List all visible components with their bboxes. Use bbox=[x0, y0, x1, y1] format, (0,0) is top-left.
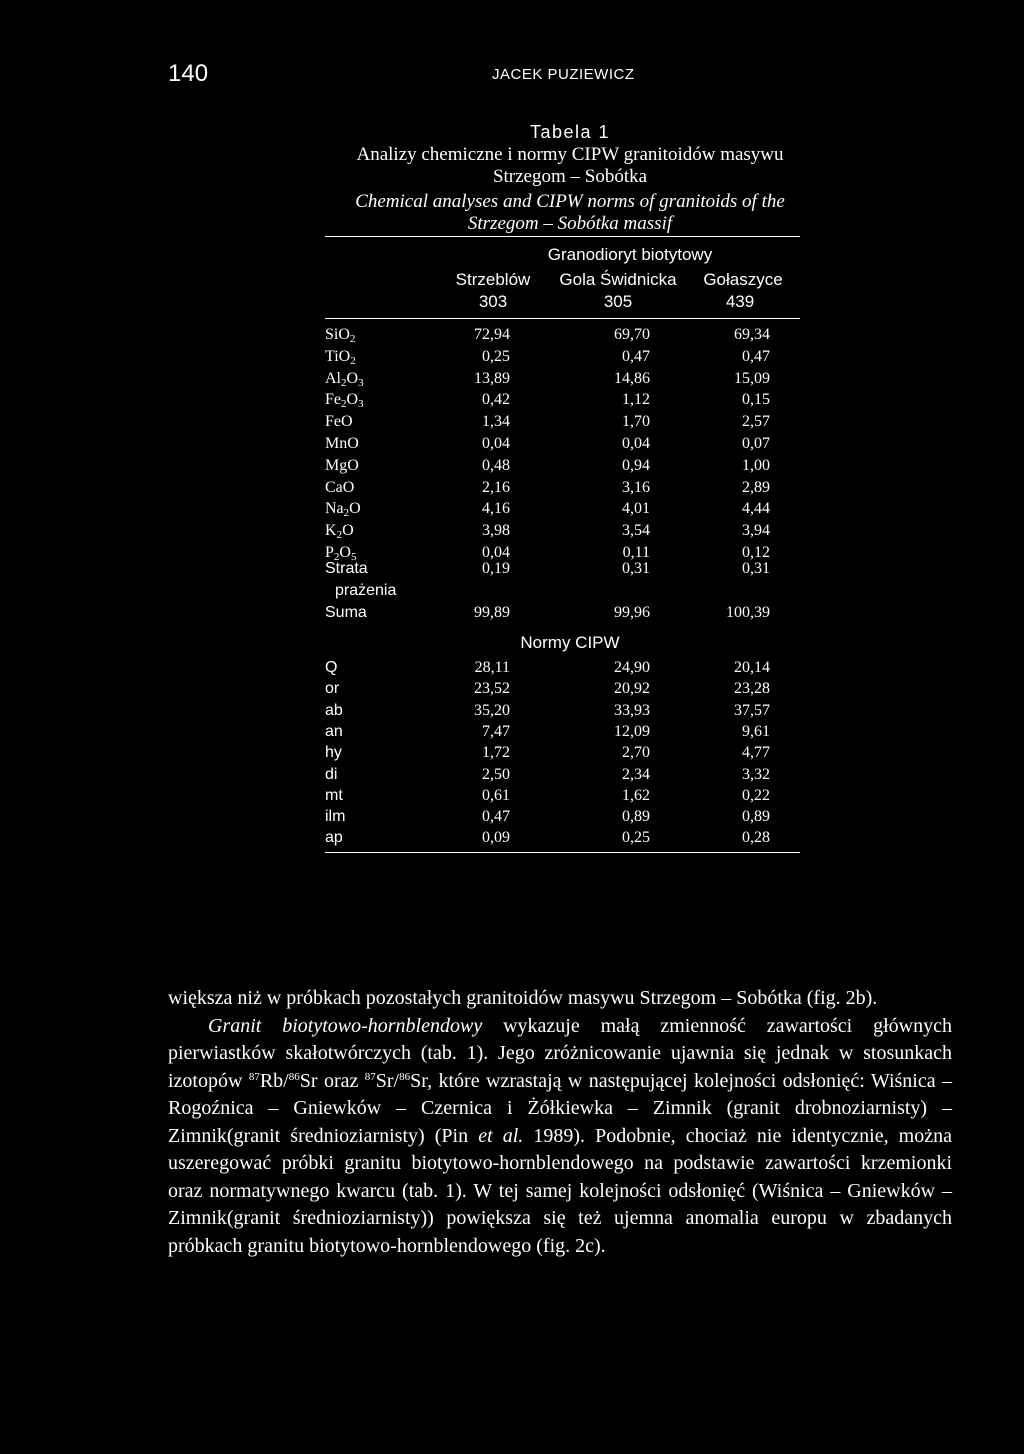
oxide-label-sub: 2 bbox=[350, 354, 356, 367]
norm-value-1: 1,72 bbox=[482, 744, 510, 762]
norm-label: ilm bbox=[325, 808, 346, 826]
oxide-label bbox=[325, 370, 364, 388]
iso-el-2: Sr oraz bbox=[299, 1069, 365, 1092]
norm-label: Q bbox=[325, 659, 338, 676]
oxide-label-after: O bbox=[342, 522, 354, 540]
oxide-value-2: 1,70 bbox=[622, 413, 650, 431]
granite-name: Granit biotytowo-hornblendowy bbox=[208, 1014, 483, 1037]
table-bottom-rule bbox=[325, 852, 800, 853]
paragraph-1: większa niż w próbkach pozostałych granitoidów masywu Strzegom – Sobótka (fig. 2b). bbox=[168, 987, 878, 1009]
oxide-label-sub: 2 bbox=[341, 398, 347, 411]
oxide-value-3: 4,44 bbox=[742, 500, 770, 518]
oxide-label-sub: 2 bbox=[349, 333, 356, 345]
col-sample-3: 439 bbox=[725, 292, 755, 311]
col-header-3: Gołaszyce bbox=[703, 270, 783, 289]
oxide-label-after: O bbox=[346, 391, 359, 409]
oxide-label-after: O bbox=[349, 500, 361, 518]
suma-value-2: 99,96 bbox=[614, 604, 650, 621]
et-al: et al. bbox=[478, 1124, 524, 1147]
body-text bbox=[168, 985, 952, 1260]
oxide-label-base: MgO bbox=[325, 456, 359, 474]
oxide-value-2: 0,47 bbox=[622, 347, 650, 365]
p2-part-c: 1989). Podobnie, chociaż nie identycznie, można uszeregować próbki granitu biotytowo-hornblendowego na podstawie zawartości krzemionki oraz normatywnego kwarcu (tab. 1). W tej samej kolejności odsłonięć (Wiśnica – Gniewków – Zimnik(granit średnioziarnisty)) powiększa się też ujemna anomalia europu w zbadanych próbkach granitu biotytowo-hornblendowego (fig. 2c). bbox=[168, 1124, 952, 1257]
norm-value-3: 0,22 bbox=[742, 786, 770, 804]
oxide-value-2: 3,54 bbox=[622, 522, 650, 540]
group-header: Granodioryt biotytowy bbox=[547, 245, 713, 264]
oxide-value-2: 1,12 bbox=[622, 391, 650, 409]
norms-header: Normy CIPW bbox=[520, 633, 620, 652]
oxide-label-sub: 2 bbox=[333, 551, 340, 563]
oxide-label-sub: 2 bbox=[336, 529, 343, 542]
oxide-value-2: 0,11 bbox=[622, 544, 650, 561]
oxide-label bbox=[325, 435, 359, 453]
norm-value-1: 0,09 bbox=[482, 829, 510, 847]
oxide-value-2: 69,70 bbox=[614, 326, 650, 343]
oxide-value-1: 3,98 bbox=[482, 522, 510, 540]
oxide-value-3: 1,00 bbox=[742, 456, 770, 474]
row-label-strata: Strata bbox=[325, 560, 368, 577]
norm-value-3: 20,14 bbox=[734, 659, 770, 676]
oxide-label-base: P bbox=[325, 544, 334, 561]
oxide-label-sub2: 3 bbox=[358, 398, 364, 411]
col-sample-1: 303 bbox=[478, 292, 508, 311]
norm-value-3: 0,28 bbox=[742, 829, 770, 847]
iso-el-3: Sr/ bbox=[375, 1069, 400, 1092]
col-header-1: Strzeblów bbox=[455, 270, 531, 289]
oxide-value-3: 2,89 bbox=[742, 478, 770, 496]
norm-label: mt bbox=[325, 786, 343, 804]
oxide-label-base: Na bbox=[325, 500, 344, 518]
oxide-value-3: 0,12 bbox=[742, 544, 770, 561]
strata-value-1: 0,19 bbox=[482, 560, 510, 577]
oxide-label bbox=[325, 500, 361, 518]
norm-value-2: 1,62 bbox=[622, 786, 650, 804]
norm-value-2: 0,25 bbox=[622, 829, 650, 847]
norm-value-3: 3,32 bbox=[742, 765, 770, 783]
col-sample-2: 305 bbox=[603, 292, 633, 311]
oxide-value-1: 13,89 bbox=[474, 369, 510, 387]
norm-value-1: 7,47 bbox=[482, 722, 510, 740]
table-header-rule bbox=[325, 318, 800, 319]
running-head: JACEK PUZIEWICZ bbox=[492, 66, 635, 83]
oxide-label-after: O bbox=[346, 369, 359, 387]
p2-part-b: , które wzrastają w następującej kolejności odsłonięć: Wiśnica – Rogoźnica – Gniewków – Czernica i Żółkiewka – Zimnik (granit drobnoziarnisty) – Zimnik(granit średnioziarnisty) (Pin bbox=[168, 1069, 952, 1147]
table-top-rule bbox=[325, 236, 800, 237]
strata-value-3: 0,31 bbox=[742, 560, 770, 577]
table-title-en-line2: Strzegom – Sobótka massif bbox=[467, 213, 673, 234]
oxide-label-sub2: 5 bbox=[350, 551, 357, 563]
oxide-label-base: Fe bbox=[325, 391, 341, 409]
oxide-label-base: FeO bbox=[325, 413, 353, 431]
iso-mass-2: 86 bbox=[288, 1070, 300, 1083]
norm-value-3: 23,28 bbox=[734, 680, 770, 698]
norm-label: an bbox=[325, 722, 343, 740]
oxide-label bbox=[325, 391, 364, 409]
norm-value-3: 37,57 bbox=[734, 701, 770, 719]
oxide-value-3: 3,94 bbox=[742, 522, 770, 540]
oxide-value-1: 1,34 bbox=[482, 413, 510, 431]
iso-el-4: Sr bbox=[410, 1069, 428, 1092]
table-title-en-line1: Chemical analyses and CIPW norms of granitoids of the bbox=[355, 191, 785, 212]
norm-value-1: 28,11 bbox=[474, 659, 510, 676]
oxide-label bbox=[325, 326, 355, 344]
norm-value-2: 20,92 bbox=[614, 680, 650, 698]
norm-value-1: 2,50 bbox=[482, 765, 510, 783]
norm-value-1: 23,52 bbox=[474, 680, 510, 698]
oxide-value-1: 4,16 bbox=[482, 500, 510, 518]
oxide-label-base: CaO bbox=[325, 478, 355, 496]
norm-value-3: 4,77 bbox=[742, 744, 770, 762]
oxide-label-base: MnO bbox=[325, 435, 359, 452]
oxide-value-2: 0,04 bbox=[622, 435, 650, 452]
norm-value-2: 24,90 bbox=[614, 659, 650, 676]
table-title-pl-line2: Strzegom – Sobótka bbox=[492, 166, 648, 187]
norm-label: or bbox=[325, 680, 340, 698]
oxide-label bbox=[325, 348, 356, 366]
oxide-value-3: 0,47 bbox=[742, 347, 770, 365]
oxide-value-3: 0,15 bbox=[742, 391, 770, 409]
table-label: Tabela 1 bbox=[529, 122, 611, 142]
oxide-value-3: 15,09 bbox=[734, 369, 770, 387]
p2-part-a: wykazuje małą zmienność zawartości głównych pierwiastków skałotwórczych (tab. 1). Jego zróżnicowanie ujawnia się jednak w stosunkach izotopów bbox=[168, 1014, 952, 1092]
oxide-value-1: 0,42 bbox=[482, 391, 510, 409]
row-label-suma: Suma bbox=[325, 604, 367, 621]
suma-value-1: 99,89 bbox=[474, 604, 510, 621]
oxide-label-after: O bbox=[339, 544, 351, 561]
oxide-value-1: 0,48 bbox=[482, 456, 510, 474]
oxide-label-sub2: 3 bbox=[358, 376, 364, 389]
norm-value-3: 0,89 bbox=[742, 808, 770, 826]
iso-mass-3: 87 bbox=[364, 1070, 376, 1083]
norm-label: ab bbox=[325, 701, 343, 719]
oxide-label bbox=[325, 479, 354, 497]
oxide-value-2: 0,94 bbox=[622, 456, 650, 474]
norm-value-2: 33,93 bbox=[614, 701, 650, 719]
norm-value-1: 0,47 bbox=[482, 808, 510, 826]
norm-value-1: 35,20 bbox=[474, 701, 510, 719]
suma-value-3: 100,39 bbox=[726, 604, 770, 621]
norm-value-1: 0,61 bbox=[482, 786, 510, 804]
oxide-label-base: TiO bbox=[325, 347, 351, 365]
page-number: 140 bbox=[168, 60, 209, 87]
iso-el-1: Rb/ bbox=[259, 1069, 289, 1092]
norm-value-2: 2,70 bbox=[622, 744, 650, 762]
norm-value-2: 12,09 bbox=[614, 722, 650, 740]
oxide-label-sub: 2 bbox=[343, 507, 350, 520]
oxide-label bbox=[325, 413, 353, 431]
oxide-label-base: K bbox=[325, 522, 337, 540]
oxide-value-3: 2,57 bbox=[742, 413, 770, 431]
oxide-value-1: 0,25 bbox=[482, 347, 510, 365]
oxide-value-1: 0,04 bbox=[482, 544, 510, 561]
oxide-label bbox=[325, 457, 359, 475]
oxide-value-3: 0,07 bbox=[742, 435, 770, 452]
oxide-value-3: 69,34 bbox=[734, 326, 770, 343]
oxide-label-sub: 2 bbox=[341, 376, 347, 389]
table-title-pl-line1: Analizy chemiczne i normy CIPW granitoidów masywu bbox=[356, 144, 784, 165]
col-header-2: Gola Świdnicka bbox=[559, 270, 677, 289]
iso-mass-1: 87 bbox=[248, 1070, 260, 1083]
iso-mass-4: 86 bbox=[399, 1070, 411, 1083]
oxide-label-base: Al bbox=[325, 369, 341, 387]
norm-label: hy bbox=[325, 744, 342, 762]
oxide-value-1: 0,04 bbox=[482, 435, 510, 452]
oxide-label bbox=[325, 522, 354, 540]
oxide-label-base: SiO bbox=[325, 326, 350, 343]
oxide-value-1: 2,16 bbox=[482, 478, 510, 496]
oxide-value-2: 14,86 bbox=[614, 369, 650, 387]
norm-label: di bbox=[325, 765, 338, 783]
oxide-value-2: 3,16 bbox=[622, 478, 650, 496]
row-label-strata-2: prażenia bbox=[335, 582, 397, 599]
norm-label: ap bbox=[325, 829, 343, 847]
oxide-value-2: 4,01 bbox=[622, 500, 650, 518]
norm-value-3: 9,61 bbox=[742, 722, 770, 740]
norm-value-2: 0,89 bbox=[622, 808, 650, 826]
strata-value-2: 0,31 bbox=[622, 560, 650, 577]
oxide-value-1: 72,94 bbox=[474, 326, 510, 343]
paragraph-2 bbox=[168, 1013, 952, 1261]
norm-value-2: 2,34 bbox=[622, 765, 650, 783]
